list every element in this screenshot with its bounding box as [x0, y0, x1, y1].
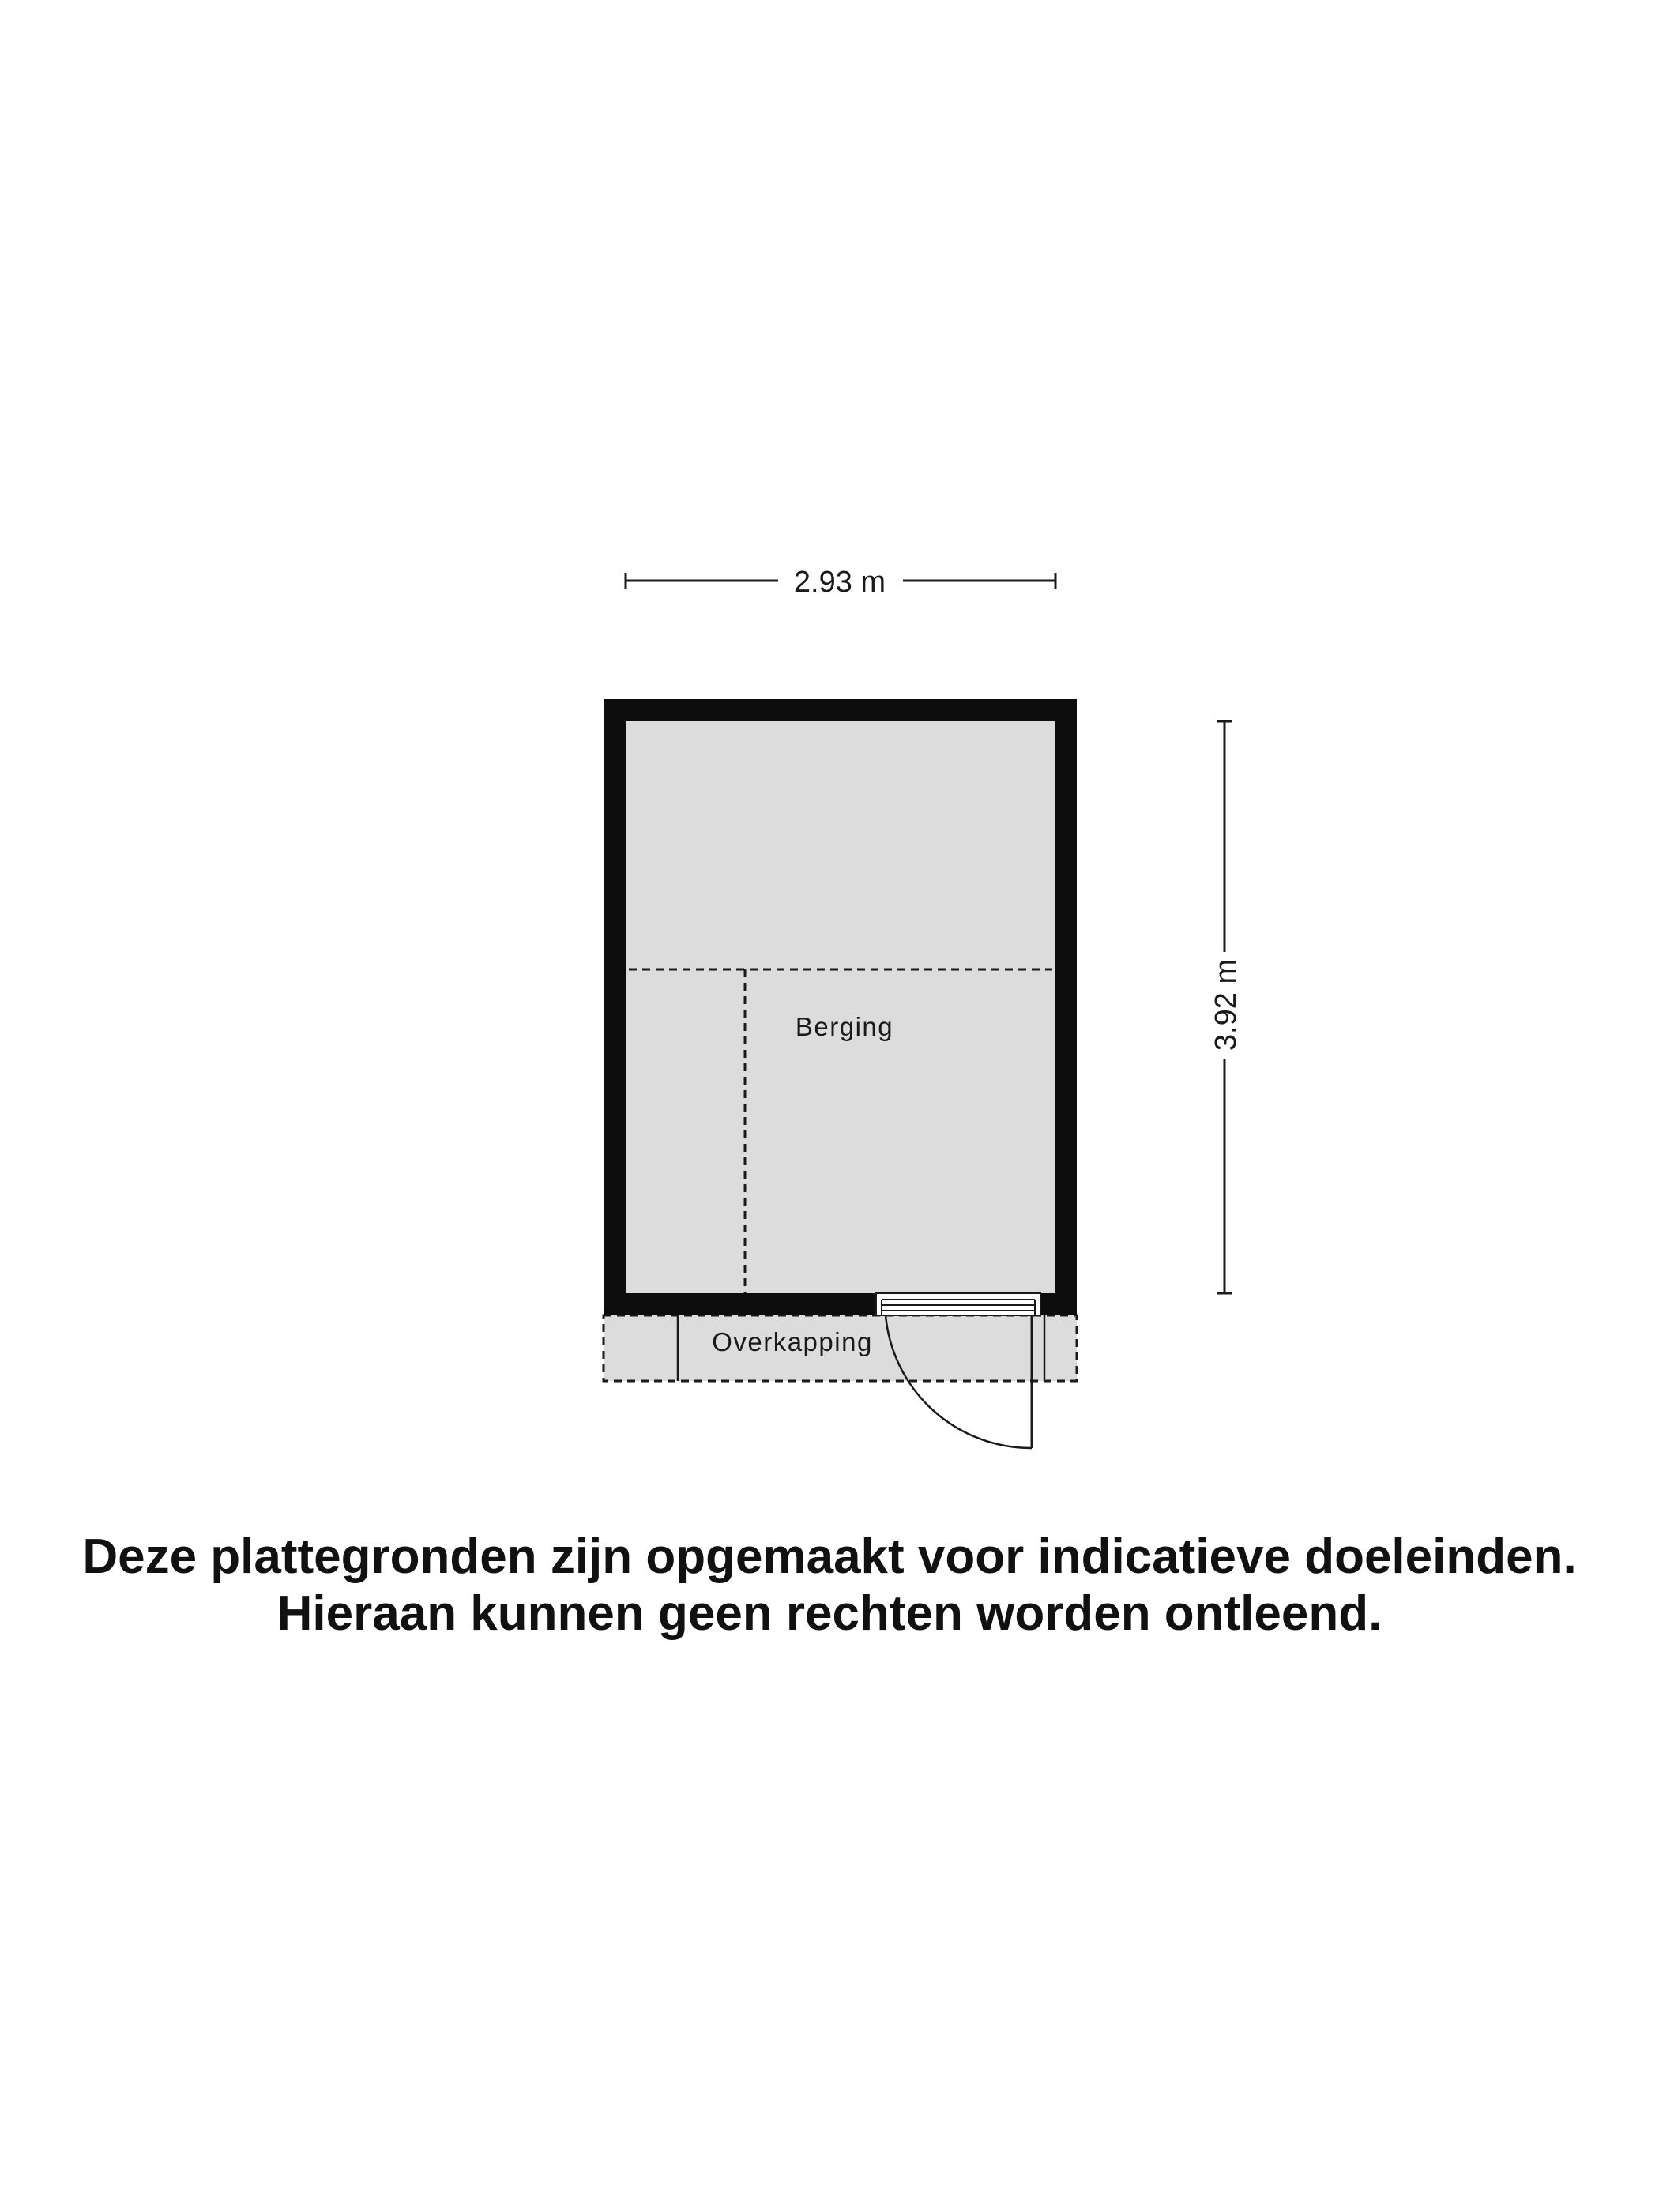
room-label-berging: Berging — [795, 1012, 894, 1041]
disclaimer-line-1: Deze plattegronden zijn opgemaakt voor indicatieve doeleinden. — [82, 1529, 1577, 1584]
room-label-overkapping: Overkapping — [712, 1327, 873, 1356]
disclaimer-line-2: Hieraan kunnen geen rechten worden ontleend. — [276, 1586, 1382, 1641]
height-dimension — [1209, 721, 1243, 1293]
berging-floor — [626, 721, 1055, 1293]
height-dimension-label: 3.92 m — [1209, 958, 1243, 1051]
width-dimension — [626, 566, 1055, 599]
width-dimension-label: 2.93 m — [793, 566, 886, 599]
